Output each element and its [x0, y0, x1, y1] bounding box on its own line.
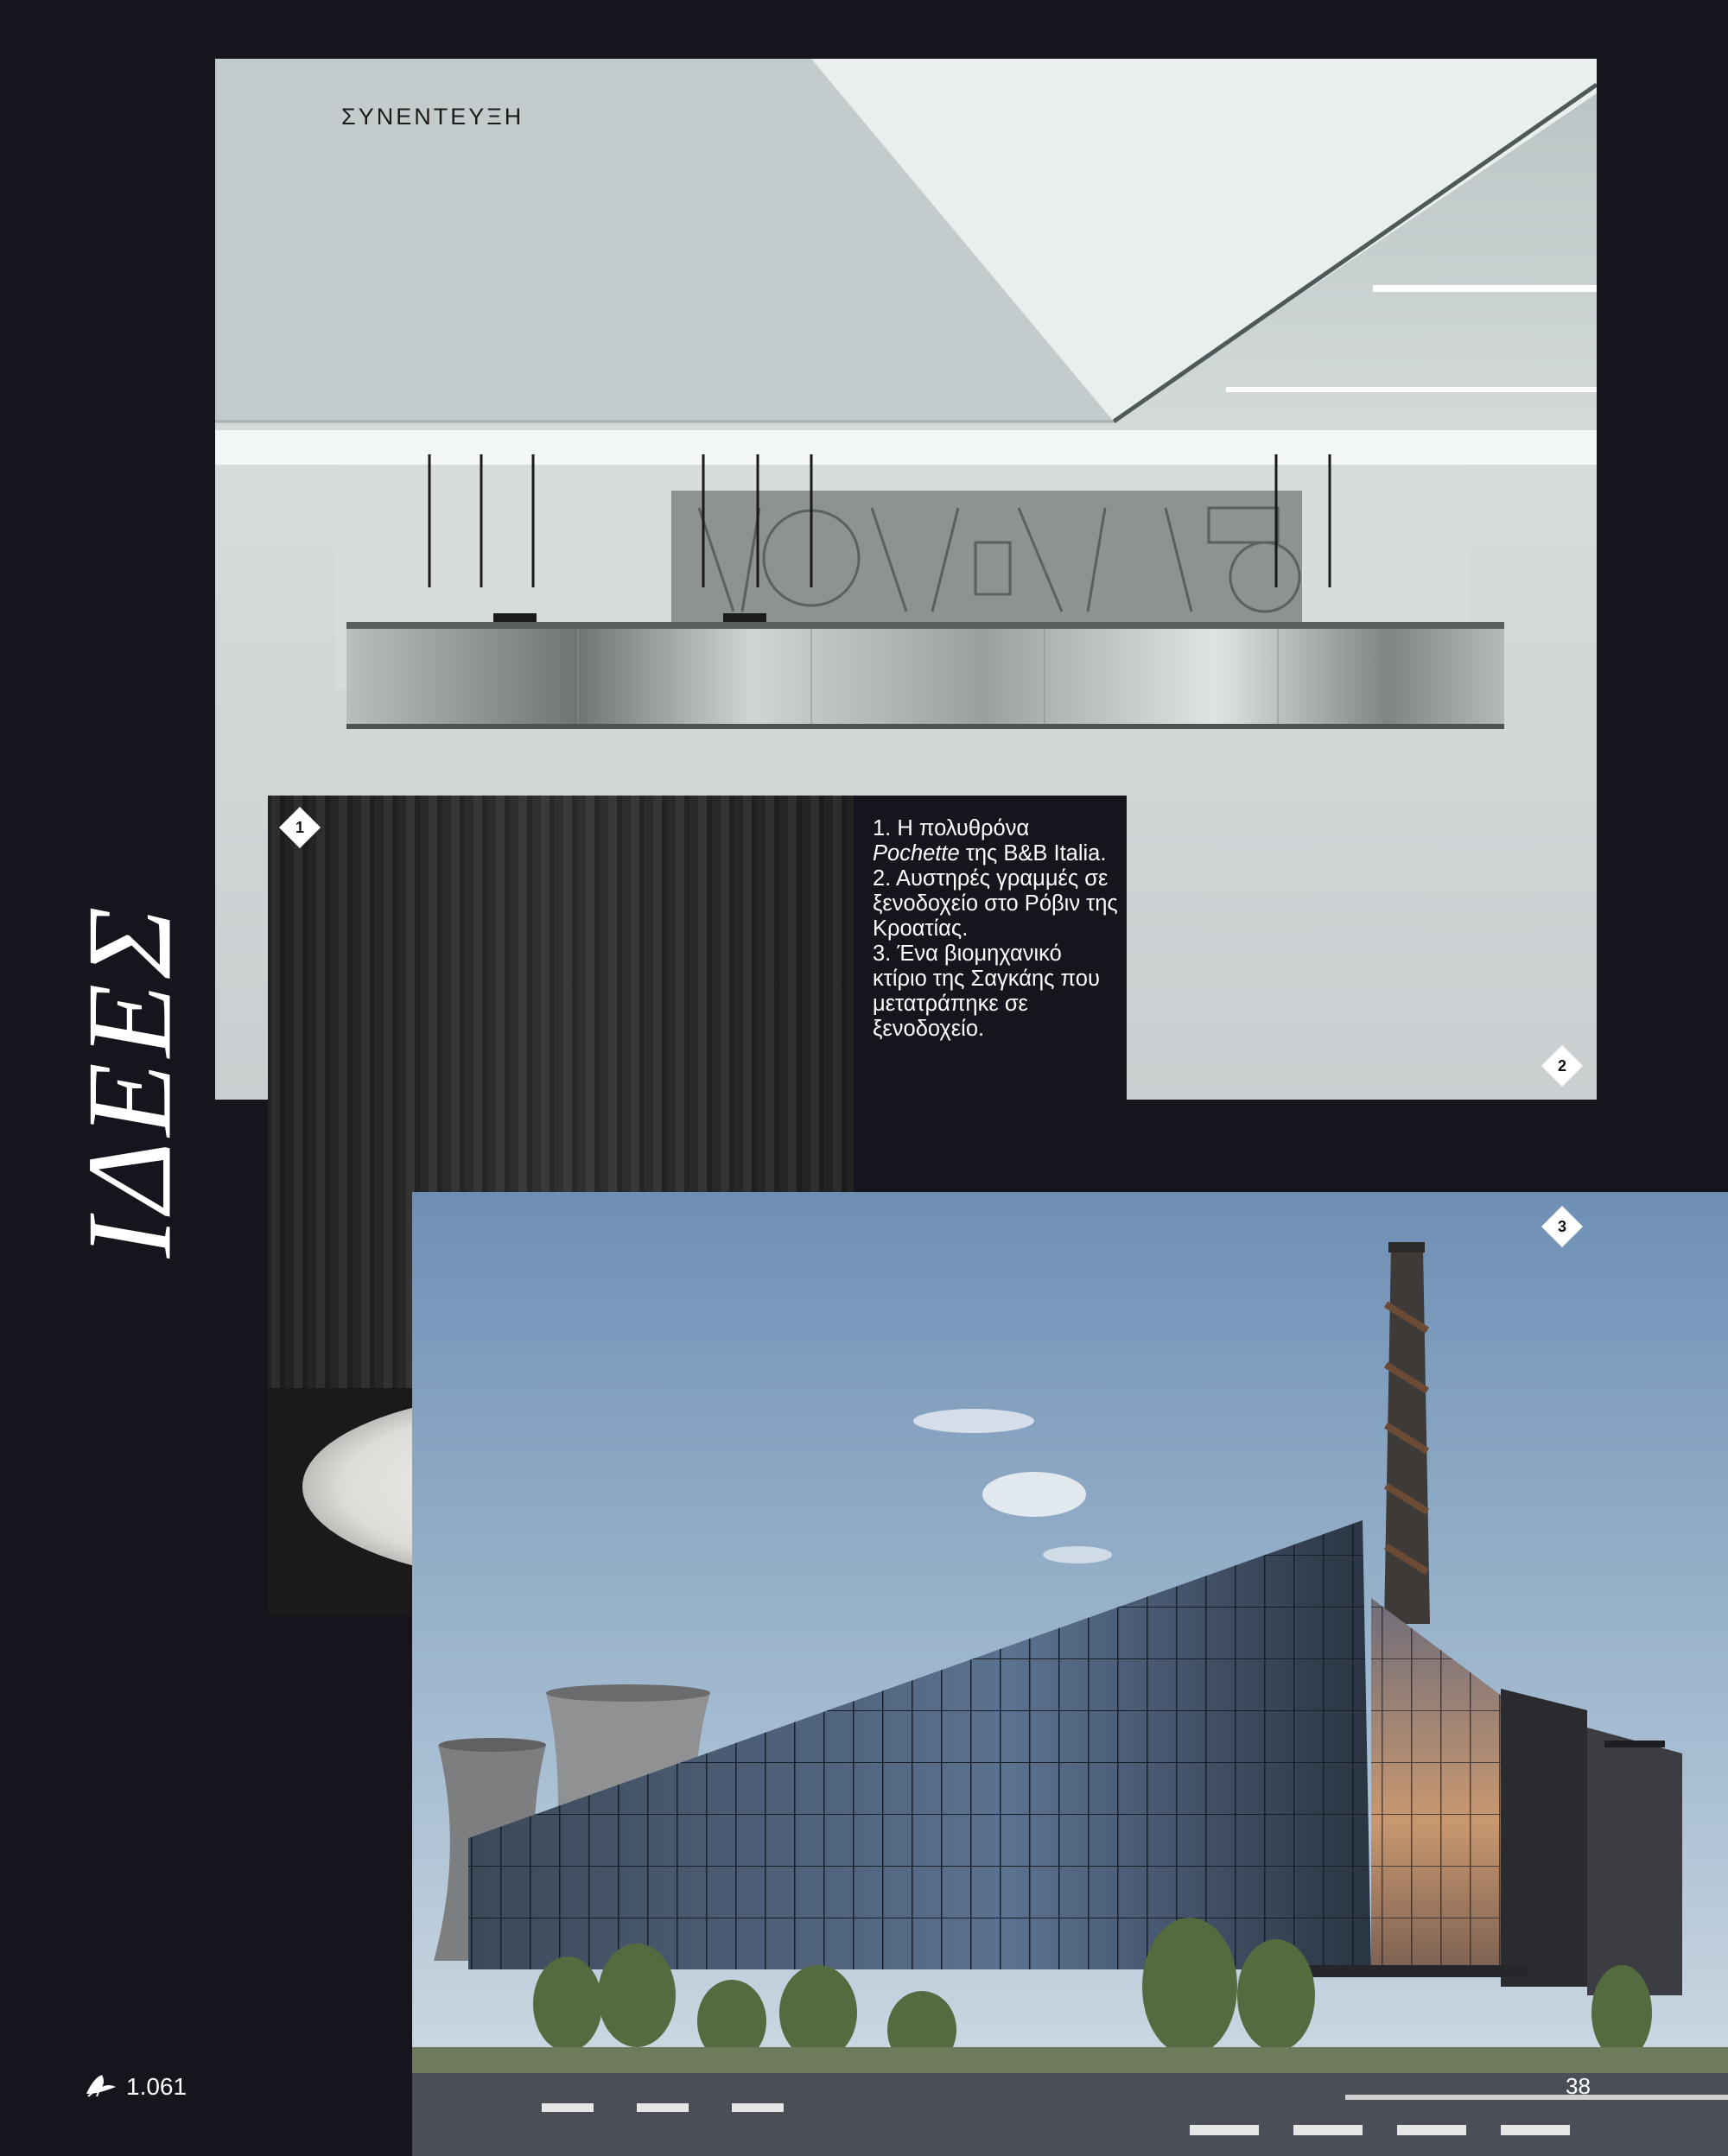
page-number: 38: [1566, 2073, 1591, 2099]
section-label: ΣΥΝΕΝΤΕΥΞΗ: [341, 104, 524, 130]
caption-1-prefix: 1. Η πολυθρόνα: [873, 816, 1030, 840]
caption-3: 3. Ένα βιομηχανικό κτίριο της Σαγκάης που μετατράπηκε σε ξενοδοχείο.: [873, 942, 1100, 1041]
badge-1-number: 1: [295, 819, 304, 836]
badge-3-number: 3: [1557, 1218, 1566, 1235]
footer-issue: [85, 2071, 187, 2102]
caption-1-product-name: Pochette: [873, 841, 960, 866]
vertical-section-title: [52, 864, 207, 1296]
issue-number: 1.061: [126, 2072, 187, 2100]
factory-hotel-photo: [412, 1192, 1728, 2156]
caption-box: [854, 796, 1127, 1100]
section-title-text: ΙΔΕΕΣ: [62, 901, 197, 1259]
badge-2-number: 2: [1557, 1057, 1566, 1075]
caption-2: 2. Αυστηρές γραμμές σε ξενοδοχείο στο Ρόβιν της Κροατίας.: [873, 866, 1118, 941]
photo-captions: [873, 816, 1120, 1042]
bird-logo-icon: [85, 2071, 118, 2102]
caption-1: [873, 816, 1120, 866]
caption-1-suffix: της B&B Italia.: [959, 841, 1107, 866]
